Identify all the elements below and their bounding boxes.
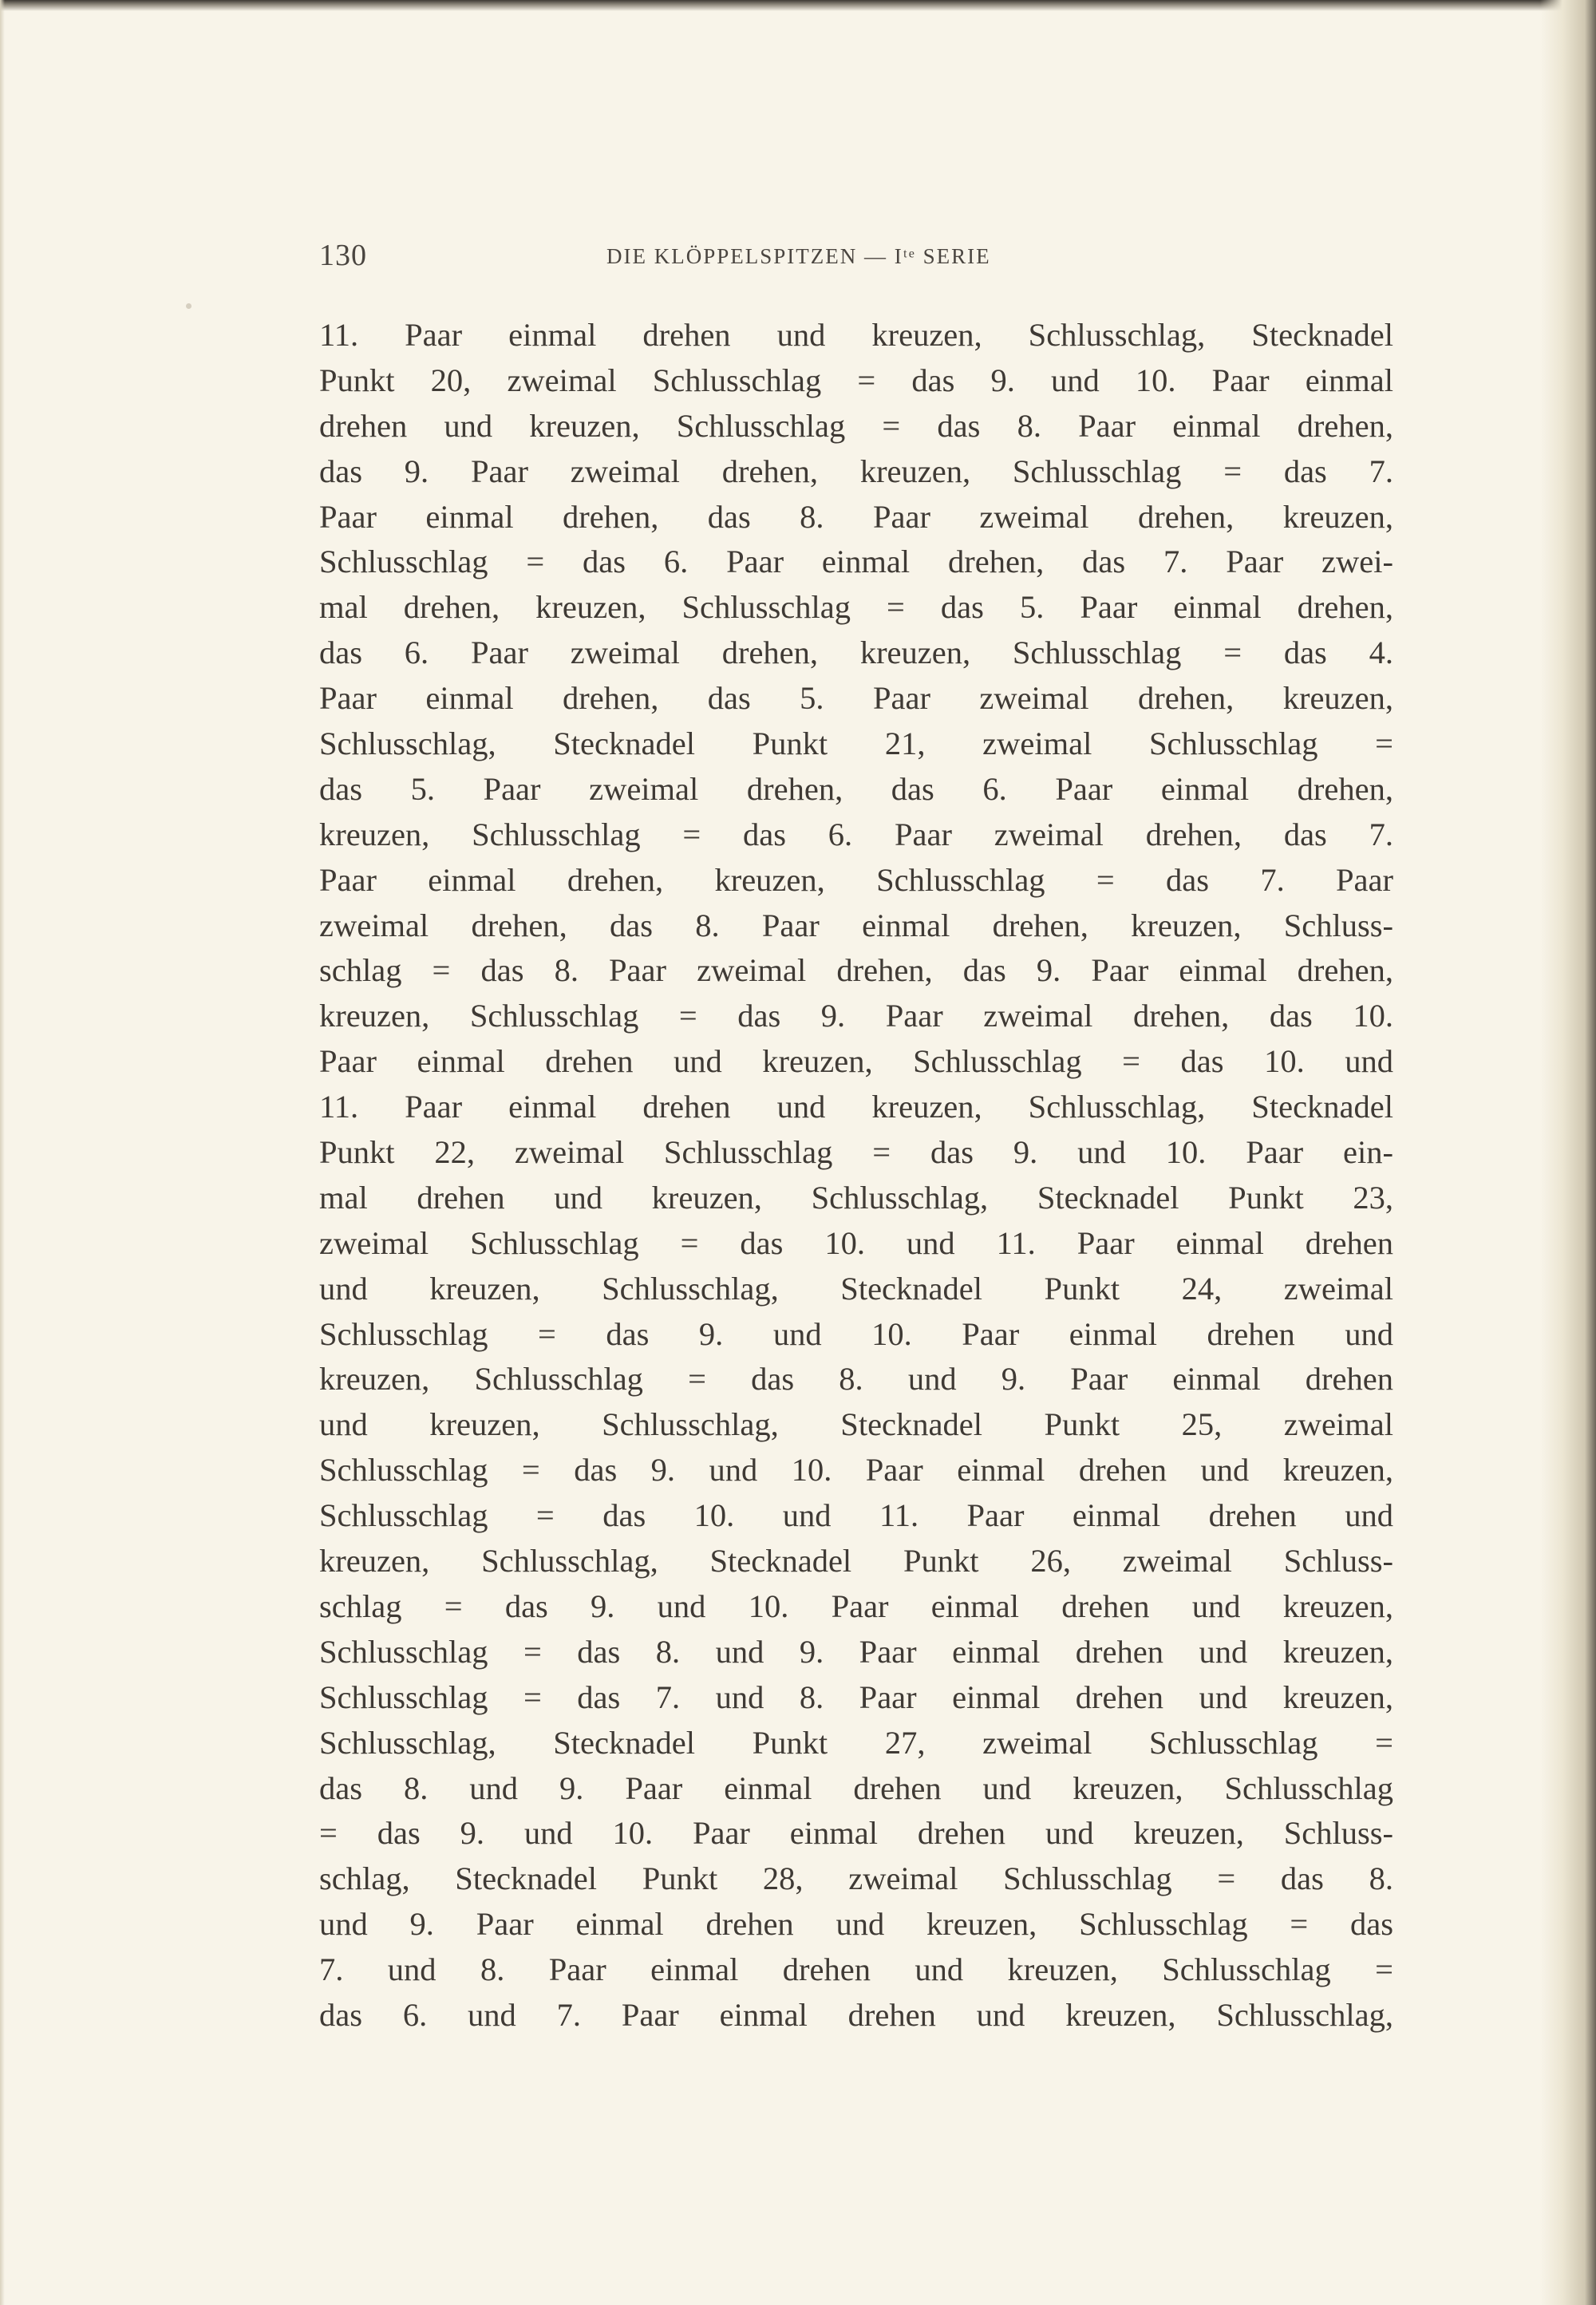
text-line: das 6. und 7. Paar einmal drehen und kreuzen, Schlusschlag,: [319, 1996, 1393, 2033]
text-line: und kreuzen, Schlusschlag, Stecknadel Punkt 24, zweimal: [319, 1270, 1393, 1307]
running-title: DIE KLÖPPELSPITZEN — Iᵗᵉ SERIE: [606, 244, 991, 268]
text-line: und 9. Paar einmal drehen und kreuzen, Schlusschlag = das: [319, 1906, 1393, 1943]
text-line: Schlusschlag = das 8. und 9. Paar einmal drehen und kreuzen,: [319, 1633, 1393, 1670]
text-line: das 5. Paar zweimal drehen, das 6. Paar einmal drehen,: [319, 770, 1393, 807]
text-line: zweimal Schlusschlag = das 10. und 11. Paar einmal drehen: [319, 1224, 1393, 1261]
text-line: Schlusschlag = das 10. und 11. Paar einmal drehen und: [319, 1497, 1393, 1534]
text-line: zweimal drehen, das 8. Paar einmal drehen, kreuzen, Schluss-: [319, 907, 1393, 943]
text-line: Paar einmal drehen, kreuzen, Schlusschlag = das 7. Paar: [319, 861, 1393, 898]
text-line: schlag = das 9. und 10. Paar einmal drehen und kreuzen,: [319, 1587, 1393, 1624]
text-line: kreuzen, Schlusschlag = das 6. Paar zweimal drehen, das 7.: [319, 816, 1393, 852]
text-line: kreuzen, Schlusschlag = das 9. Paar zweimal drehen, das 10.: [319, 998, 1393, 1034]
text-line: mal drehen und kreuzen, Schlusschlag, Stecknadel Punkt 23,: [319, 1179, 1393, 1216]
text-line: Punkt 20, zweimal Schlusschlag = das 9. und 10. Paar einmal: [319, 362, 1393, 398]
text-line: und kreuzen, Schlusschlag, Stecknadel Punkt 25, zweimal: [319, 1406, 1393, 1443]
text-line: mal drehen, kreuzen, Schlusschlag = das 5. Paar einmal drehen,: [319, 589, 1393, 626]
page-number: 130: [319, 239, 367, 272]
text-line: Schlusschlag, Stecknadel Punkt 21, zweimal Schlusschlag =: [319, 726, 1393, 762]
text-line: Punkt 22, zweimal Schlusschlag = das 9. und 10. Paar ein-: [319, 1134, 1393, 1171]
scan-left-edge: [0, 0, 5, 2305]
text-line: Paar einmal drehen, das 8. Paar zweimal drehen, kreuzen,: [319, 498, 1393, 535]
text-line: Schlusschlag = das 7. und 8. Paar einmal drehen und kreuzen,: [319, 1678, 1393, 1715]
paper-speck: [186, 303, 192, 309]
text-line: das 9. Paar zweimal drehen, kreuzen, Schlusschlag = das 7.: [319, 453, 1393, 489]
text-line: kreuzen, Schlusschlag = das 8. und 9. Paar einmal drehen: [319, 1361, 1393, 1398]
text-line: 7. und 8. Paar einmal drehen und kreuzen, Schlusschlag =: [319, 1951, 1393, 1988]
text-line: drehen und kreuzen, Schlusschlag = das 8. Paar einmal drehen,: [319, 407, 1393, 444]
text-line: Paar einmal drehen, das 5. Paar zweimal drehen, kreuzen,: [319, 680, 1393, 717]
text-line: Schlusschlag = das 6. Paar einmal drehen, das 7. Paar zwei-: [319, 544, 1393, 580]
text-line: Schlusschlag, Stecknadel Punkt 27, zweimal Schlusschlag =: [319, 1724, 1393, 1761]
text-line: Schlusschlag = das 9. und 10. Paar einmal drehen und kreuzen,: [319, 1452, 1393, 1489]
text-line: Paar einmal drehen und kreuzen, Schlusschlag = das 10. und: [319, 1043, 1393, 1080]
text-line: das 6. Paar zweimal drehen, kreuzen, Schlusschlag = das 4.: [319, 635, 1393, 671]
text-line: das 8. und 9. Paar einmal drehen und kreuzen, Schlusschlag: [319, 1769, 1393, 1806]
page-header: [319, 238, 1393, 278]
text-line: 11. Paar einmal drehen und kreuzen, Schlusschlag, Stecknadel: [319, 317, 1393, 353]
text-line: schlag, Stecknadel Punkt 28, zweimal Schlusschlag = das 8.: [319, 1860, 1393, 1897]
text-line: schlag = das 8. Paar zweimal drehen, das 9. Paar einmal drehen,: [319, 952, 1393, 989]
scan-top-shadow: [0, 0, 1596, 11]
page-gutter-shadow: [1540, 0, 1596, 2305]
text-line: 11. Paar einmal drehen und kreuzen, Schlusschlag, Stecknadel: [319, 1089, 1393, 1125]
body-text: [319, 313, 1393, 2038]
text-line: kreuzen, Schlusschlag, Stecknadel Punkt 26, zweimal Schluss-: [319, 1543, 1393, 1579]
text-line: Schlusschlag = das 9. und 10. Paar einmal drehen und: [319, 1315, 1393, 1352]
text-line: = das 9. und 10. Paar einmal drehen und kreuzen, Schluss-: [319, 1815, 1393, 1852]
